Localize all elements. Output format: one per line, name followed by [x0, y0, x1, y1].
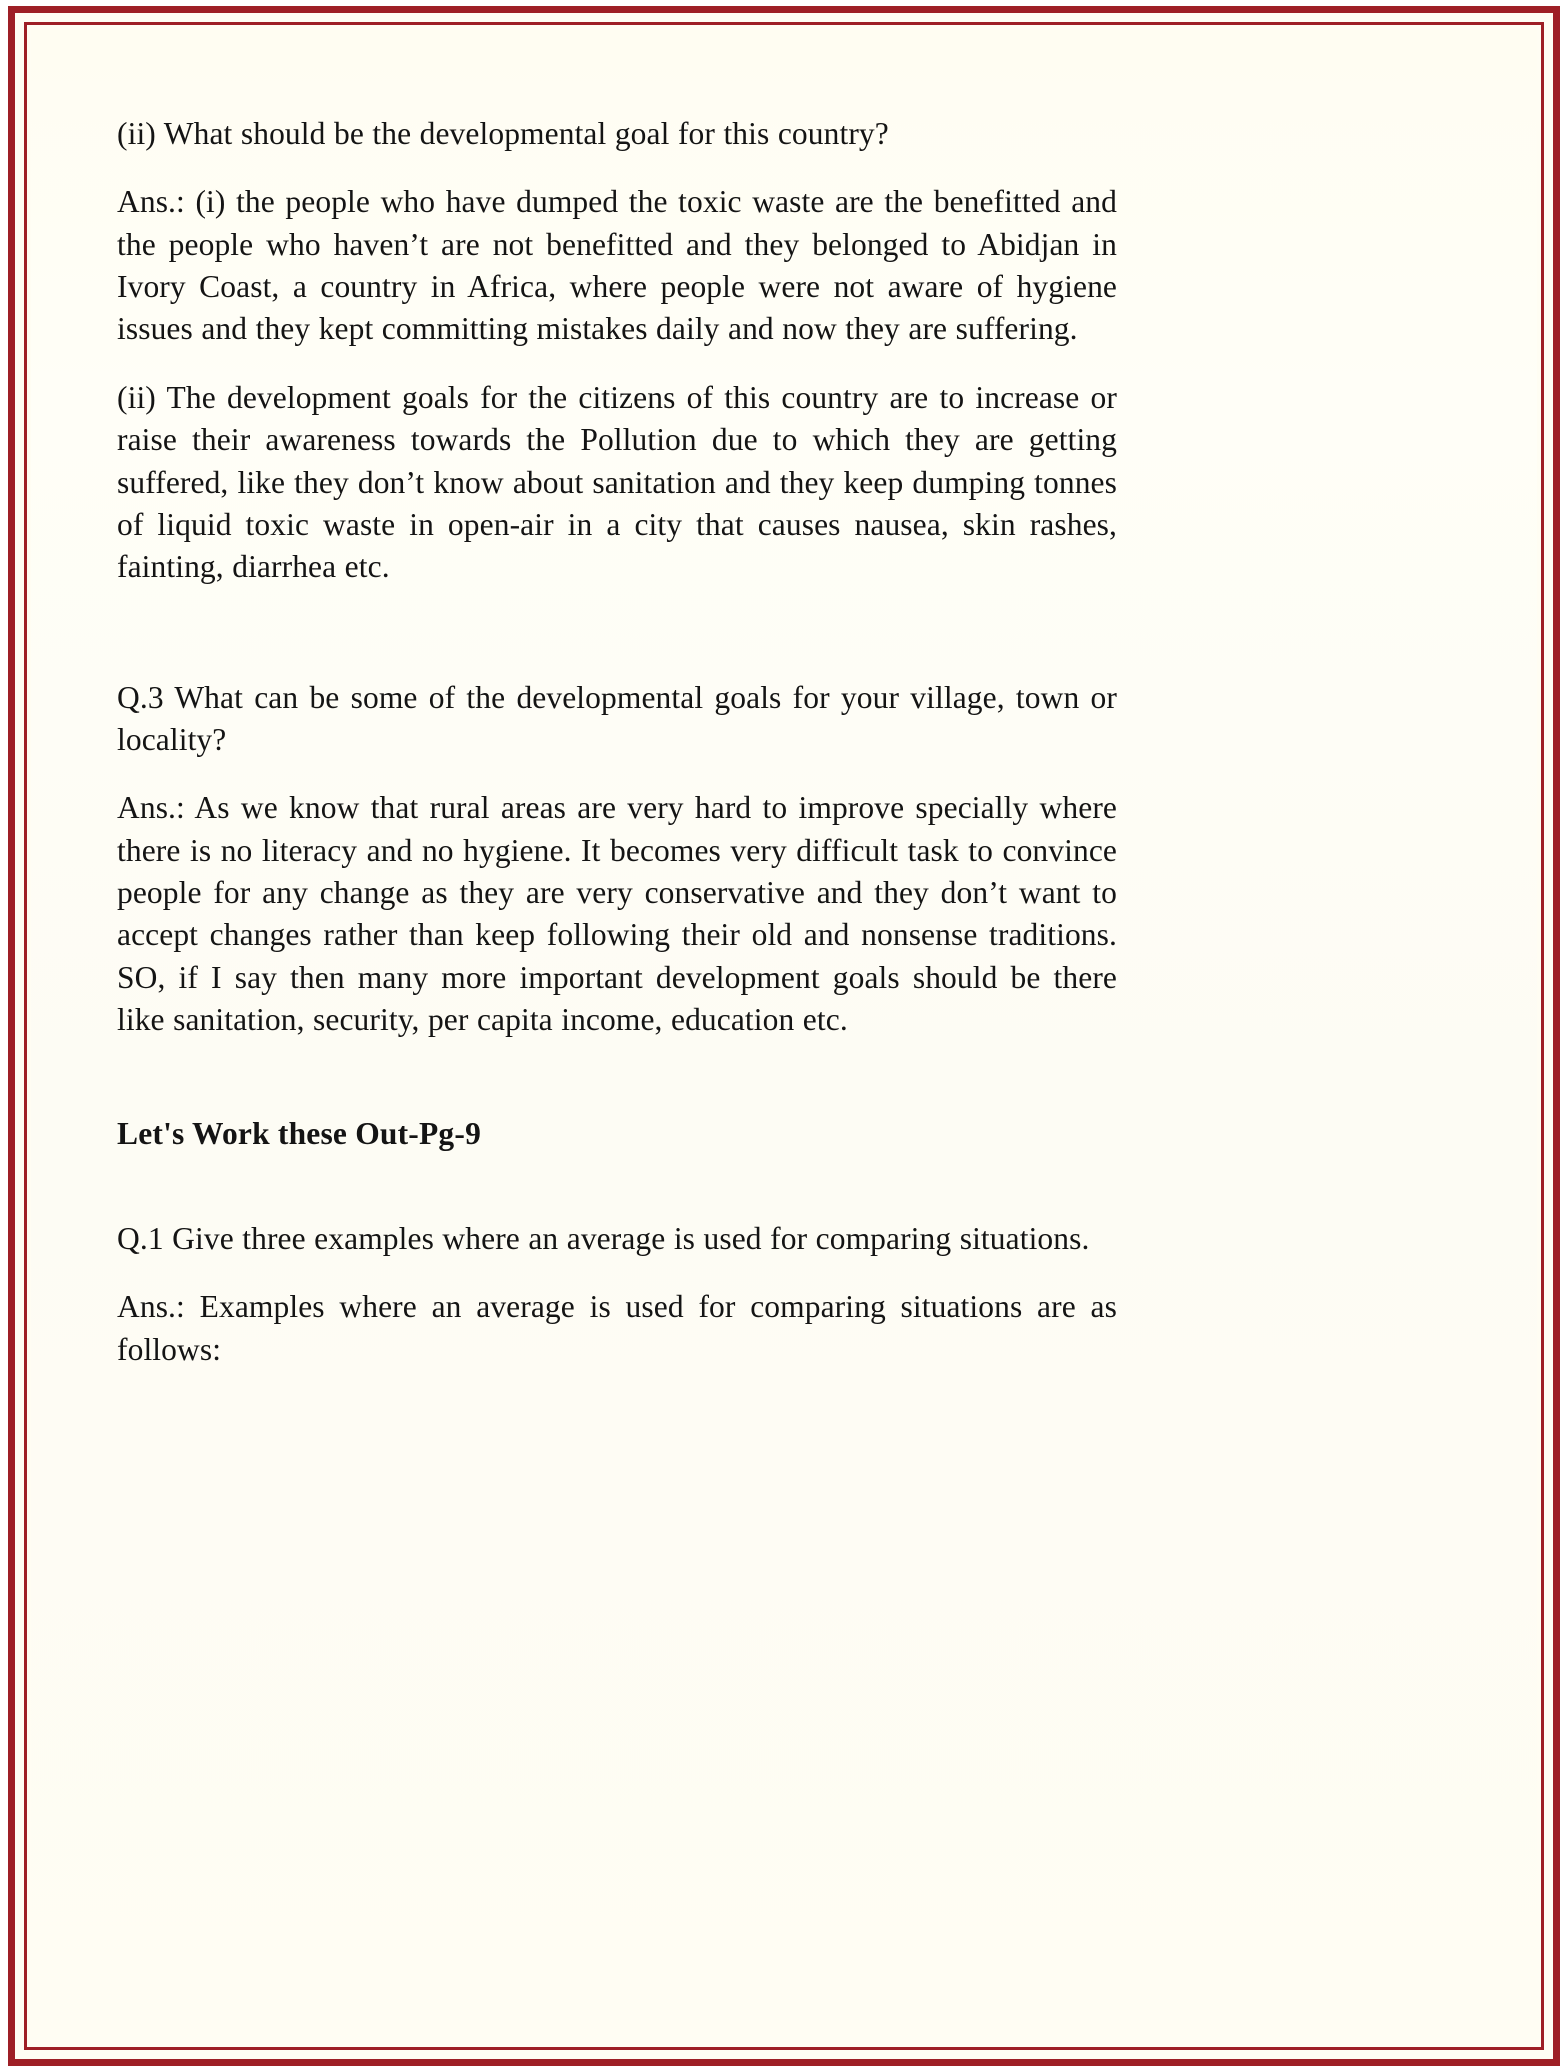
- question-3: Q.3 What can be some of the developmental goals for your village, town or locality?: [117, 679, 1117, 757]
- section-gap-bottom: [117, 1156, 1117, 1218]
- page-surface: [31, 29, 1537, 2043]
- answer-1: Ans.: Examples where an average is used for comparing situations are as follows:: [117, 1289, 1117, 1367]
- page-border-outer: [8, 6, 1560, 2066]
- paragraph-gap: [117, 615, 1117, 677]
- document-body: [117, 113, 1117, 1371]
- question-1: Q.1 Give three examples where an average is used for comparing situations.: [117, 1220, 1090, 1256]
- answer-2-part-i: Ans.: (i) the people who have dumped the toxic waste are the benefitted and the people who haven’t are not benefitted and they belonged to Abidjan in Ivory Coast, a country in Africa, where people were not aware of hygiene issues and they kept committing mistakes daily and now they are suffering.: [117, 184, 1117, 347]
- question-2-part-ii: (ii) What should be the developmental goal for this country?: [117, 116, 889, 151]
- section-gap-top: [117, 1067, 1117, 1113]
- answer-3: Ans.: As we know that rural areas are very hard to improve specially where there is no literacy and no hygiene. It becomes very difficult task to convince people for any change as they are very conservative and they don’t want to accept changes rather than keep following their old and nonsense traditions. SO, if I say then many more important development goals should be there like sanitation, security, per capita income, education etc.: [117, 790, 1117, 1038]
- page-border-inner: [24, 22, 1544, 2050]
- section-heading-lets-work-these-out: Let's Work these Out-Pg-9: [117, 1116, 482, 1152]
- answer-2-part-ii: (ii) The development goals for the citizens of this country are to increase or raise their awareness towards the Pollution due to which they are getting suffered, like they don’t know about sanitation and they keep dumping tonnes of liquid toxic waste in open-air in a city that causes nausea, skin rashes, fainting, diarrhea etc.: [117, 379, 1117, 585]
